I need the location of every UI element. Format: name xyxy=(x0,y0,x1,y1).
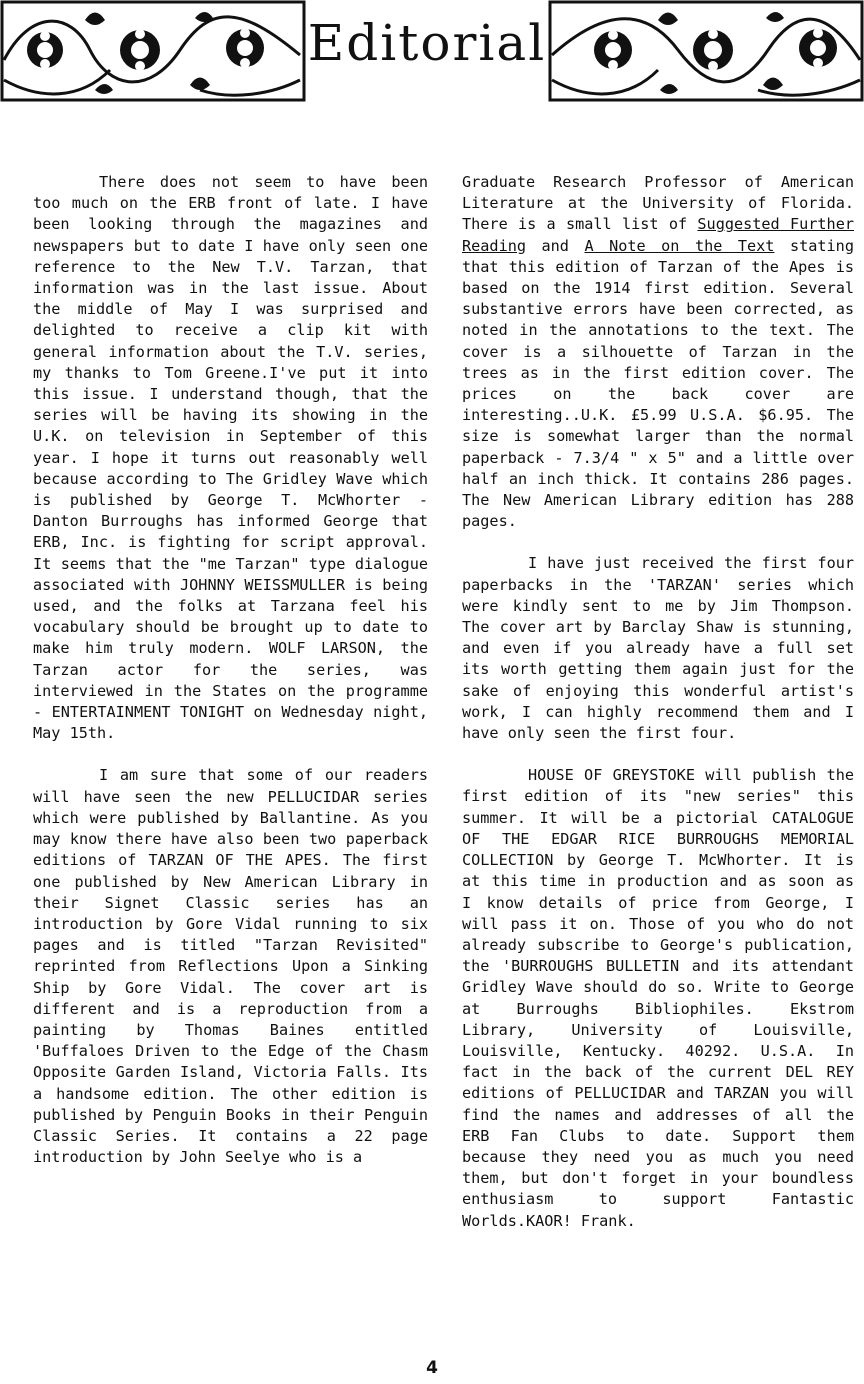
paragraph-paperback-editions: I am sure that some of our readers will have seen the new PELLUCIDAR series which were published by Ballantine. As you may know there have also been two paperback editions of TARZAN OF THE APES. The first one published by New American Library in their Signet Classic series has an introduction by Gore Vidal running to six pages and is titled "Tarzan Revisited" reprinted from Reflections Upon a Sinking Ship by Gore Vidal. The cover art is different and is a reproduction from a painting by Thomas Baines entitled 'Buffaloes Driven to the Edge of the Chasm Opposite Garden Island, Victoria Falls. Its a handsome edition. The other edition is published by Penguin Books in their Penguin Classic Series. It contains a 22 page introduction by John Seelye who is a xyxy=(33,766,428,1167)
floral-ornament-right xyxy=(548,0,864,104)
paragraph-tv-series: There does not seem to have been too much on the ERB front of late. I have been looking through the magazines and newspapers but to date I have only seen one reference to the New T.V. Tarzan, that information was in the last issue. About the middle of May I was surprised and delighted to receive a clip kit with general information about the T.V. series, my thanks to Tom Greene.I've put it into this issue. I understand though, that the series will be having its showing in the U.K. on television in September of this year. I hope it turns out reasonably well because according to The Gridley Wave which is published by George T. McWhorter - Danton Burroughs has informed George that ERB, Inc. is fighting for script approval. It seems that the "me Tarzan" type dialogue associated with JOHNNY WEISSMULLER is being used, and the folks at Tarzana feel his vocabulary should be brought up to date to make him truly modern. WOLF LARSON, the Tarzan actor for the series, was interviewed in the States on the programme - ENTERTAINMENT TONIGHT on Wednesday night, May 15th. xyxy=(33,173,428,743)
paragraph-penguin-edition xyxy=(462,172,854,532)
left-column xyxy=(33,172,428,1189)
page-title: Editorial xyxy=(307,14,547,72)
paragraph-house-of-greystoke: HOUSE OF GREYSTOKE will publish the first edition of its "new series" this summer. It will be a pictorial CATALOGUE OF THE EDGAR RICE BURROUGHS MEMORIAL COLLECTION by George T. McWhorter. It is at this time in production and as soon as I know details of price from George, I will pass it on. Those of you who do not already subscribe to George's publication, the 'BURROUGHS BULLETIN and its attendant Gridley Wave should do so. Write to George at Burroughs Bibliophiles. Ekstrom Library, University of Louisville, Louisville, Kentucky. 40292. U.S.A. In fact in the back of the current DEL REY editions of PELLUCIDAR and TARZAN you will find the names and addresses of all the ERB Fan Clubs to date. Support them because they need you as much you need them, but don't forget in your boundless enthusiasm to support Fantastic Worlds.KAOR! Frank. xyxy=(462,766,854,1230)
text-segment: stating that this edition of Tarzan of the Apes is based on the 1914 first edition. Several substantive errors have been corrected, as noted in the annotations to the text. The cover is a silhouette of Tarzan in the trees as in the first edition cover. The prices on the back cover are interesting..U.K. £5.99 U.S.A. $6.95. The size is somewhat larger than the normal paperback - 7.3/4 " x 5" and a little over half an inch thick. It contains 286 pages. The New American Library edition has 288 pages. xyxy=(462,236,854,531)
page-number: 4 xyxy=(426,1358,438,1378)
editorial-header xyxy=(0,0,864,110)
underlined-title-further-reading: Suggested Further Reading xyxy=(462,215,854,255)
underlined-title-note-on-text: A Note on the Text xyxy=(584,236,775,255)
text-segment: and xyxy=(541,236,569,255)
floral-ornament-left xyxy=(0,0,306,104)
text-segment: Graduate Research Professor of American Literature at the University of Florida. There is a small list of xyxy=(462,173,854,234)
paragraph-tarzan-paperbacks: I have just received the first four paperbacks in the 'TARZAN' series which were kindly sent to me by Jim Thompson. The cover art by Barclay Shaw is stunning, and even if you already have a full set its worth getting them again just for the sake of enjoying this wonderful artist's work, I can highly recommend them and I have only seen the first four. xyxy=(462,554,854,743)
right-column xyxy=(462,172,854,1253)
